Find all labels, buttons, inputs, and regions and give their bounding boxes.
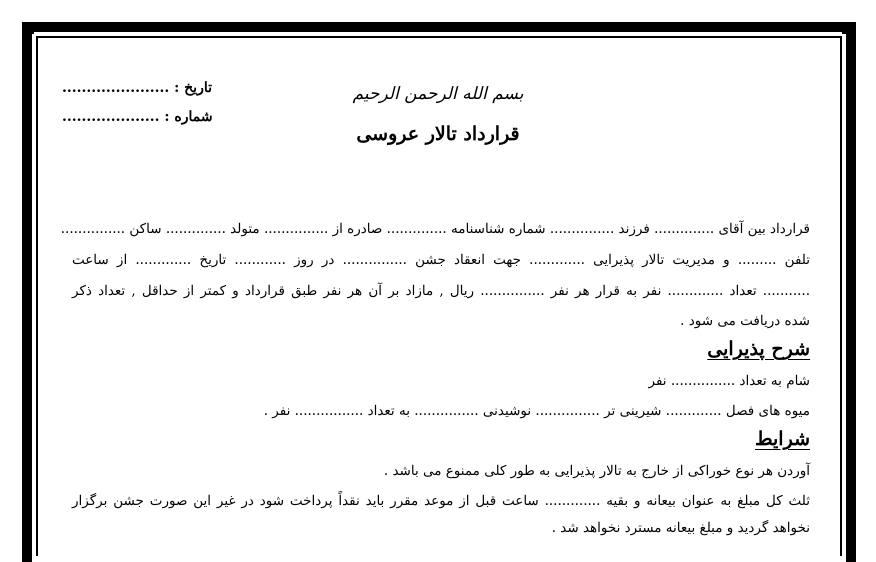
border-corner-top-right (842, 22, 854, 34)
conditions-line-3: نخواهد گردید و مبلغ بیعانه مسترد نخواهد شد . (551, 520, 810, 536)
date-field: تاریخ : ...................... (62, 80, 213, 96)
contract-line-2: تلفن ......... و مدیریت تالار پذیرایی ............. جهت انعقاد جشن ............... در روز ............ تاریخ ............. از ساعت (72, 252, 810, 268)
reception-line-2: میوه های فصل ............. شیرینی تر ............... نوشیدنی ............... به تعداد ................ نفر . (263, 403, 810, 419)
number-field: شماره : .................... (62, 109, 213, 125)
contract-line-3: ........... تعداد ............. نفر به قرار هر نفر ............... ریال , مازاد بر آن هر نفر طبق قرارداد و کمتر از حداقل , تعداد ذکر (72, 283, 810, 299)
conditions-line-1: آوردن هر نوع خوراکی از خارج به تالار پذیرایی به طور کلی ممنوع می باشد . (383, 463, 810, 479)
contract-line-4: شده دریافت می شود . (680, 313, 810, 329)
document-title: قرارداد تالار عروسی (356, 123, 520, 145)
basmala: بسم الله الرحمن الرحیم (352, 84, 524, 104)
border-corner-top-left (22, 22, 34, 34)
reception-line-1: شام به تعداد ............... نفر (648, 373, 810, 389)
reception-heading: شرح پذیرایی (707, 338, 810, 360)
conditions-heading: شرایط (754, 428, 810, 450)
conditions-line-2: ثلث کل مبلغ به عنوان بیعانه و بقیه ............. ساعت قبل از موعد مقرر باید نقداً پرداخت شود در غیر این صورت جشن برگزار (72, 493, 810, 509)
contract-line-1: قرارداد بین آقای .............. فرزند ............... شماره شناسنامه .............. صادره از ............... متولد .............. ساکن ............... (60, 221, 810, 237)
